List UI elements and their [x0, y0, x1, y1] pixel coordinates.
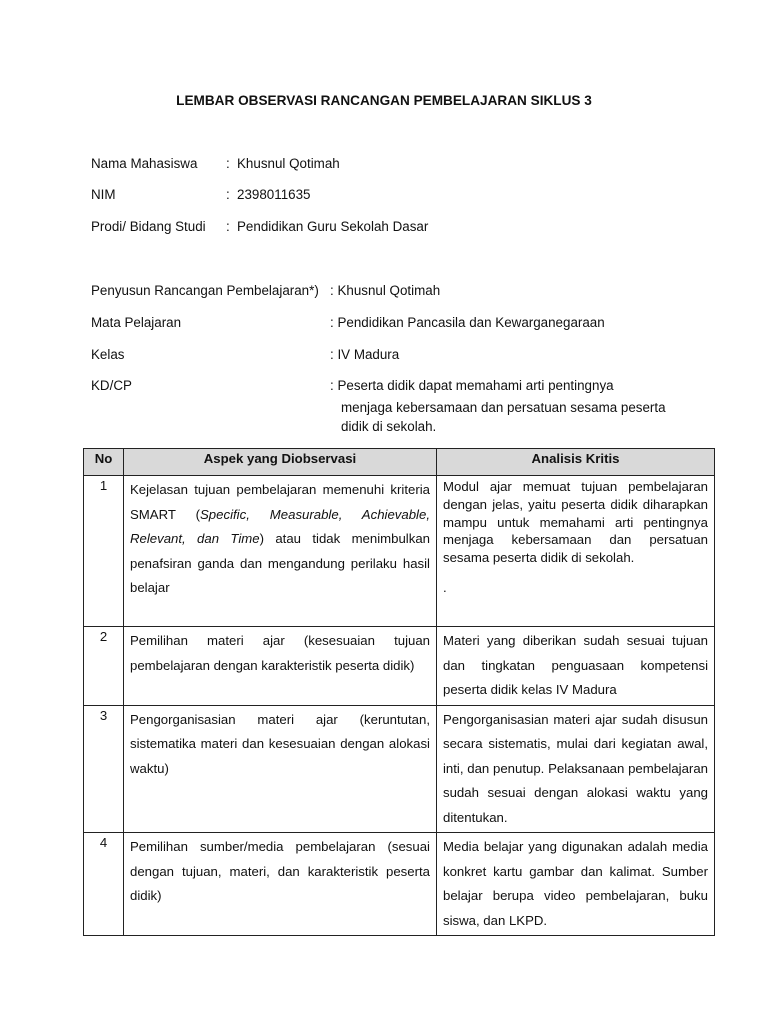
kdcp-value-line2: menjaga kebersamaan dan persatuan sesama peserta	[341, 400, 666, 415]
kdcp-value-line1: : Peserta didik dapat memahami arti pentingnya	[330, 378, 614, 393]
row-number: 1	[84, 476, 124, 627]
aspect-text: Kejelasan tujuan pembelajaran memenuhi kriteria SMART (	[130, 482, 430, 522]
header-no: No	[84, 449, 124, 476]
header-analysis: Analisis Kritis	[437, 449, 715, 476]
penyusun-label: Penyusun Rancangan Pembelajaran*)	[91, 283, 319, 298]
kelas-value: : IV Madura	[330, 347, 400, 362]
table-row	[84, 627, 715, 706]
mapel-value: : Pendidikan Pancasila dan Kewarganegaraan	[330, 315, 605, 330]
row-number: 2	[84, 627, 124, 706]
header-aspect: Aspek yang Diobservasi	[124, 449, 437, 476]
analysis-cell: Pengorganisasian materi ajar sudah disusun secara sistematis, mulai dari kegiatan awal, inti, dan penutup. Pelaksanaan pembelajaran sudah sesuai dengan alokasi waktu yang ditentukan.	[437, 705, 715, 833]
nim-value: 2398011635	[237, 187, 311, 202]
kdcp-label: KD/CP	[91, 378, 132, 393]
analysis-text: Modul ajar memuat tujuan pembelajaran dengan jelas, yaitu peserta didik diharapkan mampu untuk memahami arti pentingnya menjaga kebersamaan dan persatuan sesama peserta didik di sekolah.	[443, 479, 708, 566]
penyusun-value: : Khusnul Qotimah	[330, 283, 441, 298]
nim-colon: :	[226, 187, 230, 202]
kdcp-continuation	[341, 398, 666, 436]
analysis-extra: .	[443, 579, 447, 595]
mapel-label: Mata Pelajaran	[91, 315, 182, 330]
table-row	[84, 705, 715, 833]
row-number: 4	[84, 833, 124, 936]
aspect-italic-text: Specific, Measurable, Achievable, Relevant, dan Time	[130, 506, 430, 546]
row-number: 3	[84, 705, 124, 833]
analysis-cell: Materi yang diberikan sudah sesuai tujuan dan tingkatan penguasaan kompetensi peserta didik kelas IV Madura	[437, 627, 715, 706]
nama-label: Nama Mahasiswa	[91, 156, 198, 171]
nama-value: Khusnul Qotimah	[237, 156, 340, 171]
table-row	[84, 833, 715, 936]
table-header-row	[84, 449, 715, 476]
observation-table	[83, 448, 715, 936]
prodi-colon: :	[226, 219, 230, 234]
kelas-label: Kelas	[91, 347, 125, 362]
kdcp-value-line3: didik di sekolah.	[341, 419, 437, 434]
aspect-cell: Pengorganisasian materi ajar (keruntutan, sistematika materi dan kesesuaian dengan alokasi waktu)	[124, 705, 437, 833]
analysis-cell	[437, 476, 715, 627]
aspect-cell: Pemilihan sumber/media pembelajaran (sesuai dengan tujuan, materi, dan karakteristik peserta didik)	[124, 833, 437, 936]
aspect-text-end: ) atau tidak menimbulkan penafsiran ganda dan mengandung perilaku hasil belajar	[130, 531, 430, 595]
table-row	[84, 476, 715, 627]
analysis-cell: Media belajar yang digunakan adalah media konkret kartu gambar dan kalimat. Sumber belajar berupa video pembelajaran, buku siswa, dan LKPD.	[437, 833, 715, 936]
aspect-cell: Pemilihan materi ajar (kesesuaian tujuan pembelajaran dengan karakteristik peserta didik)	[124, 627, 437, 706]
aspect-cell	[124, 476, 437, 627]
prodi-label: Prodi/ Bidang Studi	[91, 219, 206, 234]
nama-colon: :	[226, 156, 230, 171]
prodi-value: Pendidikan Guru Sekolah Dasar	[237, 219, 429, 234]
document-title: LEMBAR OBSERVASI RANCANGAN PEMBELAJARAN SIKLUS 3	[176, 93, 592, 108]
nim-label: NIM	[91, 187, 116, 202]
